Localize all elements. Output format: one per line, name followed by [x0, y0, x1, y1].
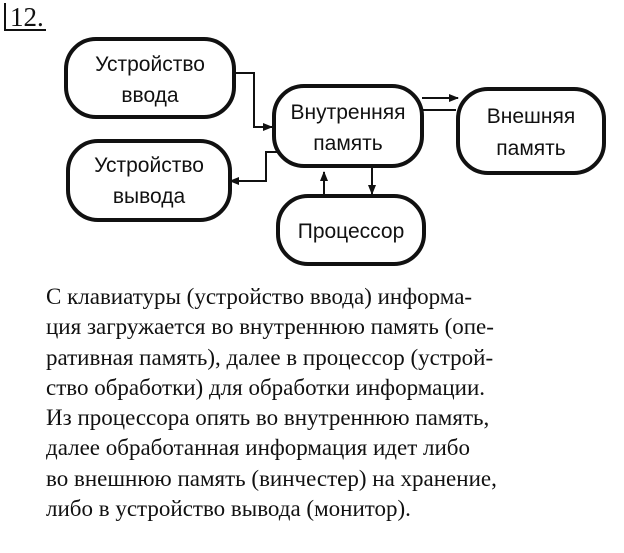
node-external-memory-line-1: Внешняя	[486, 105, 576, 128]
explanation-paragraph	[46, 282, 612, 524]
arrow-memory-to-output	[230, 152, 282, 181]
node-internal-memory	[274, 86, 422, 166]
node-input-device-line-2: ввода	[121, 84, 179, 107]
node-output-device	[68, 141, 230, 220]
paragraph-line: ство обработки) для обработки информации.	[46, 374, 486, 400]
node-input-device-line-1: Устройство	[95, 53, 205, 76]
node-output-device-line-1: Устройство	[94, 154, 204, 177]
node-internal-memory-line-2: память	[313, 132, 383, 155]
paragraph-line: Из процессора опять во внутреннюю память,	[46, 405, 490, 431]
arrow-input-to-memory	[234, 73, 272, 127]
paragraph-line: С клавиатуры (устройство ввода) информа-	[46, 284, 473, 309]
node-internal-memory-line-1: Внутренняя	[290, 101, 406, 124]
paragraph-line: ративная память), далее в процессор (устрой-	[46, 344, 494, 370]
paragraph-line: во внешнюю память (винчестер) на хранение,	[46, 465, 497, 491]
paragraph-line: далее обработанная информация идет либо	[46, 435, 470, 461]
paragraph-line: ция загружается во внутреннюю память (опе-	[46, 314, 494, 340]
node-external-memory	[458, 89, 604, 173]
task-number: 12.	[4, 3, 46, 31]
node-external-memory-line-2: память	[496, 137, 566, 160]
node-processor-label: Процессор	[297, 220, 405, 243]
node-output-device-line-2: вывода	[112, 185, 186, 208]
node-input-device	[66, 39, 234, 117]
node-processor	[278, 196, 424, 264]
paragraph-line: либо в устройство вывода (монитор).	[46, 496, 411, 522]
